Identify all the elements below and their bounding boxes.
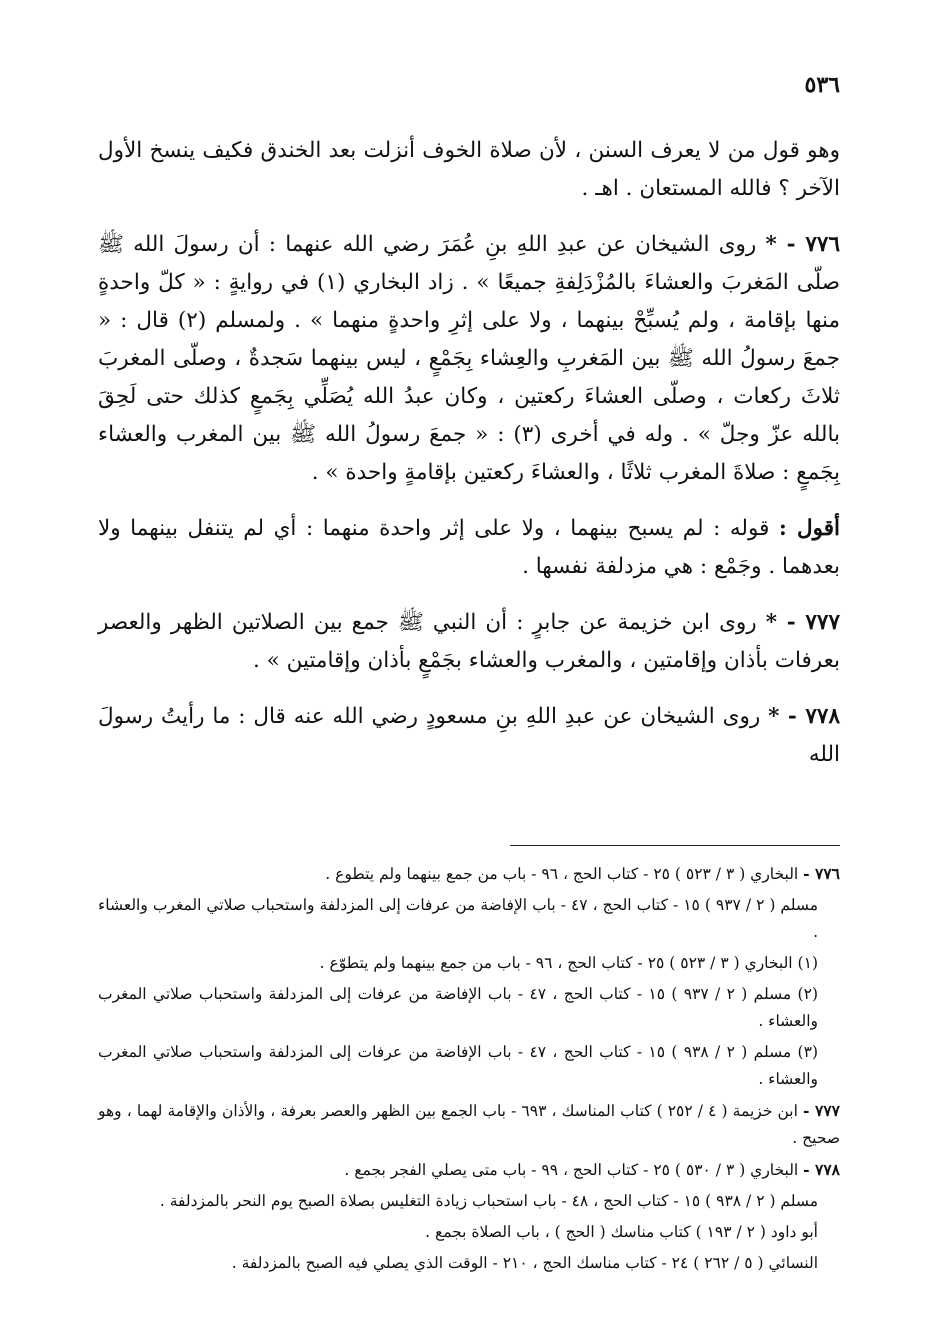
hadith-text: روى الشيخان عن عبدِ اللهِ بنِ عُمَرَ رضي الله عنهما : أن رسولَ الله ﷺ صلّى المَغربَ والعشاءَ بالمُزْدَلِفةِ جميعًا » . زاد البخاري (١) في روايةٍ : « كلّ واحدةٍ منها بإقامة ، ولم يُسبِّحْ بينهما ، ولا على إثرِ واحدةٍ منهما » . ولمسلم (٢) قال : « جمعَ رسولُ الله ﷺ بين المَغربِ والعِشاء بِجَمْعٍ ، ليس بينهما سَجدةٌ ، وصلّى المغربَ ثلاثَ ركعات ، وصلّى العشاءَ ركعتين ، وكان عبدُ الله يُصَلِّي بِجَمعٍ كذلك حتى لَحِقَ بالله عزّ وجلّ » . وله في أخرى (٣) : « جمعَ رسولُ الله ﷺ بين المغرب والعشاء بِجَمعٍ : صلاةَ المغرب ثلاثًا ، والعشاءَ ركعتين بإقامةٍ واحدة » . <box>98 232 841 485</box>
paragraph-text: وهو قول من لا يعرف السنن ، لأن صلاة الخوف أنزلت بعد الخندق فكيف ينسخ الأول الآخر ؟ فالله المستعان . اهـ . <box>98 138 840 201</box>
footnote-ref-3 <box>98 1039 840 1093</box>
footnote-text: ابن خزيمة ( ٤ / ٢٥٢ ) كتاب المناسك ، ٦٩٣ - باب الجمع بين الظهر والعصر بعرفة ، والأذان والإقامة لهما ، وهو صحيح . <box>98 1102 840 1147</box>
hadith-number: ٧٧٨ - * <box>768 704 841 729</box>
commentary-lead: أقول : <box>778 516 841 541</box>
footnote-text: مسلم ( ٢ / ٩٣٨ ) ١٥ - كتاب الحج ، ٤٧ - باب الإفاضة من عرفات إلى المزدلفة واستحباب صلاتي المغرب والعشاء . <box>98 1043 818 1088</box>
commentary-text: قوله : لم يسبح بينهما ، ولا على إثر واحدة منهما : أي لم يتنفل بينهما ولا بعدهما . وجَمْع : هي مزدلفة نفسها . <box>98 516 840 579</box>
footnote-ref-2 <box>98 981 840 1035</box>
footnote-text: مسلم ( ٢ / ٩٣٧ ) ١٥ - كتاب الحج ، ٤٧ - باب الإفاضة من عرفات إلى المزدلفة واستحباب صلاتي المغرب والعشاء . <box>98 985 818 1030</box>
main-text <box>98 132 840 792</box>
footnote-number: (٣) <box>797 1043 818 1061</box>
footnote-text: أبو داود ( ٢ / ١٩٣ ) كتاب مناسك ( الحج ) ، باب الصلاة بجمع . <box>425 1223 818 1241</box>
footnote-ref-1 <box>98 950 840 977</box>
footnote-777 <box>98 1097 840 1152</box>
hadith-776 <box>98 226 840 492</box>
footnote-776 <box>98 860 840 888</box>
hadith-number: ٧٧٦ - * <box>765 232 841 257</box>
footnote-number: (٢) <box>797 985 818 1003</box>
hadith-text: روى الشيخان عن عبدِ اللهِ بنِ مسعودٍ رضي الله عنه قال : ما رأيتُ رسولَ الله <box>98 704 840 767</box>
paragraph-intro <box>98 132 840 208</box>
footnote-text: مسلم ( ٢ / ٩٣٨ ) ١٥ - كتاب الحج ، ٤٨ - باب استحباب زيادة التغليس بصلاة الصبح يوم النحر بالمزدلفة . <box>159 1192 818 1210</box>
footnote-text: البخاري ( ٣ / ٥٣٠ ) ٢٥ - كتاب الحج ، ٩٩ - باب متى يصلي الفجر بجمع . <box>344 1161 799 1179</box>
footnote-text: البخاري ( ٣ / ٥٢٣ ) ٢٥ - كتاب الحج ، ٩٦ - باب من جمع بينهما ولم يتطوّع . <box>319 954 793 972</box>
footnote-776-muslim <box>98 892 840 946</box>
hadith-777 <box>98 604 840 680</box>
footnote-778 <box>98 1156 840 1184</box>
footnote-number: (١) <box>797 954 818 972</box>
footnote-number: ٧٧٧ - <box>803 1101 840 1120</box>
footnote-text: النسائي ( ٥ / ٢٦٢ ) ٢٤ - كتاب مناسك الحج ، ٢١٠ - الوقت الذي يصلي فيه الصبح بالمزدلفة . <box>231 1254 818 1272</box>
hadith-text: روى ابن خزيمة عن جابرٍ : أن النبي ﷺ جمع بين الصلاتين الظهر والعصر بعرفات بأذان وإقامتين ، والمغرب والعشاء بجَمْعٍ بأذان وإقامتين » . <box>98 610 840 673</box>
footnote-778-abu-dawud <box>98 1219 840 1246</box>
hadith-number: ٧٧٧ - * <box>765 610 841 635</box>
footnote-separator <box>510 845 840 846</box>
footnote-text: البخاري ( ٣ / ٥٢٣ ) ٢٥ - كتاب الحج ، ٩٦ - باب من جمع بينهما ولم يتطوع . <box>325 865 799 883</box>
footnote-text: مسلم ( ٢ / ٩٣٧ ) ١٥ - كتاب الحج ، ٤٧ - باب الإفاضة من عرفات إلى المزدلفة واستحباب صلاتي المغرب والعشاء . <box>98 896 819 941</box>
footnote-number: ٧٧٦ - <box>803 864 840 883</box>
hadith-778 <box>98 698 840 774</box>
commentary-aqul <box>98 510 840 586</box>
footnote-778-nasai <box>98 1250 840 1277</box>
page-number: ٥٣٦ <box>804 72 840 98</box>
footnote-778-muslim <box>98 1188 840 1215</box>
footnote-number: ٧٧٨ - <box>803 1160 840 1179</box>
footnotes <box>98 860 840 1281</box>
